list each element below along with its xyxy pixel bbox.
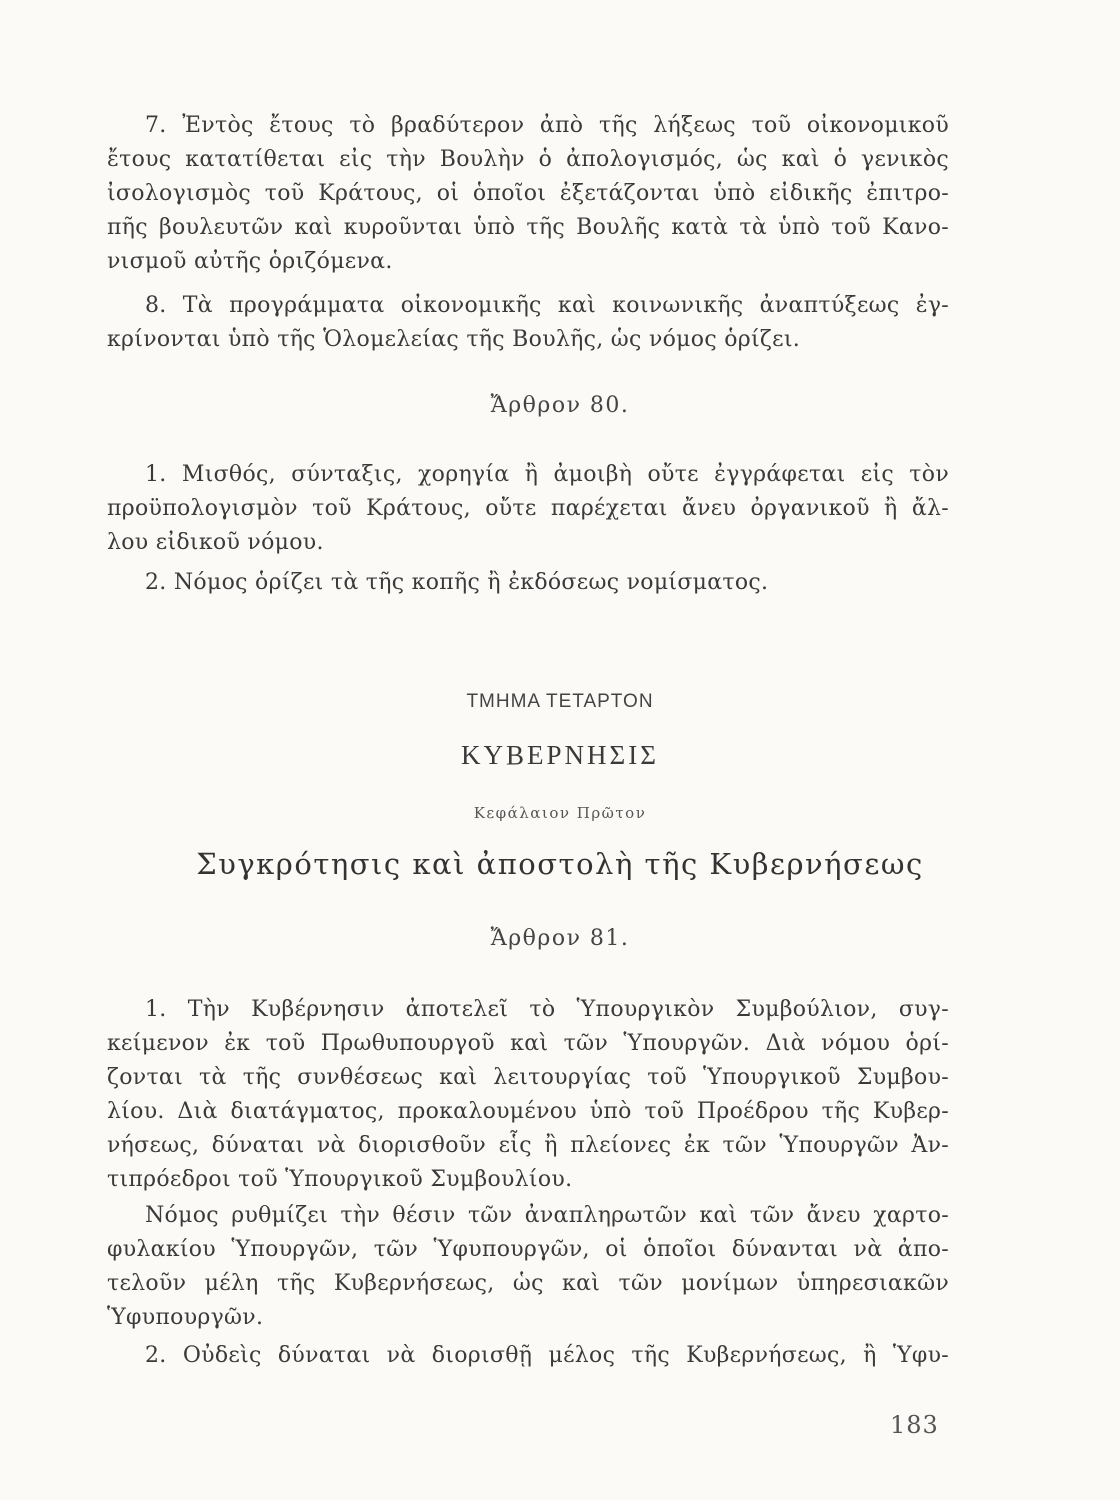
text-line: 1. Μισθός, σύνταξις, χορηγία ἢ ἀμοιβὴ οὔτε ἐγγράφεται εἰς τὸν	[145, 462, 949, 487]
text-line: πῆς βουλευτῶν καὶ κυροῦνται ὑπὸ τῆς Βουλῆς κατὰ τὰ ὑπὸ τοῦ Κανο-	[107, 215, 949, 240]
text-line: κείμενον ἐκ τοῦ Πρωθυπουργοῦ καὶ τῶν Ὑπουργῶν. Διὰ νόμου ὁρί-	[107, 1031, 949, 1056]
article-81-paragraph-1	[107, 993, 949, 1197]
article-81-paragraph-2	[107, 1339, 949, 1373]
text-line: ἰσολογισμὸς τοῦ Κράτους, οἱ ὁποῖοι ἐξετάζονται ὑπὸ εἰδικῆς ἐπιτρο-	[107, 181, 949, 206]
article-81-heading: Ἄρθρον 81.	[490, 926, 630, 951]
text-line: ζονται τὰ τῆς συνθέσεως καὶ λειτουργίας τοῦ Ὑπουργικοῦ Συμβου-	[107, 1065, 949, 1090]
text-line: 2. Οὐδεὶς δύναται νὰ διορισθῇ μέλος τῆς Κυβερνήσεως, ἢ Ὑφυ-	[145, 1343, 949, 1368]
text-line: νισμοῦ αὐτῆς ὁριζόμενα.	[107, 249, 393, 274]
text-line: λου εἰδικοῦ νόμου.	[107, 530, 324, 555]
article-80-paragraph-2	[107, 566, 949, 600]
page-number: 183	[890, 1411, 939, 1439]
text-line: 2. Νόμος ὁρίζει τὰ τῆς κοπῆς ἢ ἐκδόσεως νομίσματος.	[145, 570, 769, 595]
text-line: νήσεως, δύναται νὰ διορισθοῦν εἷς ἢ πλείονες ἐκ τῶν Ὑπουργῶν Ἀν-	[107, 1133, 949, 1158]
article-81-paragraph-1b	[107, 1199, 949, 1335]
text-line: λίου. Διὰ διατάγματος, προκαλουμένου ὑπὸ τοῦ Προέδρου τῆς Κυβερ-	[107, 1099, 949, 1124]
text-line: τελοῦν μέλη τῆς Κυβερνήσεως, ὡς καὶ τῶν μονίμων ὑπηρεσιακῶν	[107, 1271, 949, 1296]
text-line: Ὑφυπουργῶν.	[107, 1305, 264, 1330]
text-line: Νόμος ρυθμίζει τὴν θέσιν τῶν ἀναπληρωτῶν καὶ τῶν ἄνευ χαρτο-	[145, 1203, 949, 1228]
chapter-title: Συγκρότησις καὶ ἀποστολὴ τῆς Κυβερνήσεως	[196, 847, 924, 881]
chapter-label: Κεφάλαιον Πρῶτον	[473, 804, 647, 822]
paragraph-7	[107, 109, 949, 279]
text-line: 8. Τὰ προγράμματα οἰκονομικῆς καὶ κοινωνικῆς ἀναπτύξεως ἐγ-	[145, 293, 949, 318]
part-title: ΚΥΒΕΡΝΗΣΙΣ	[461, 740, 659, 770]
text-line: φυλακίου Ὑπουργῶν, τῶν Ὑφυπουργῶν, οἱ ὁποῖοι δύνανται νὰ ἀπο-	[107, 1237, 949, 1262]
text-line: κρίνονται ὑπὸ τῆς Ὁλομελείας τῆς Βουλῆς, ὡς νόμος ὁρίζει.	[107, 327, 801, 352]
text-line: προϋπολογισμὸν τοῦ Κράτους, οὔτε παρέχεται ἄνευ ὀργανικοῦ ἢ ἄλ-	[107, 496, 949, 521]
section-title: ΤΜΗΜΑ ΤΕΤΑΡΤΟΝ	[466, 691, 654, 712]
text-line: ἔτους κατατίθεται εἰς τὴν Βουλὴν ὁ ἀπολογισμός, ὡς καὶ ὁ γενικὸς	[107, 147, 949, 172]
paragraph-8	[107, 289, 949, 357]
text-line: 7. Ἐντὸς ἔτους τὸ βραδύτερον ἀπὸ τῆς λήξεως τοῦ οἰκονομικοῦ	[145, 113, 949, 138]
text-line: τιπρόεδροι τοῦ Ὑπουργικοῦ Συμβουλίου.	[107, 1167, 573, 1192]
text-line: 1. Τὴν Κυβέρνησιν ἀποτελεῖ τὸ Ὑπουργικὸν Συμβούλιον, συγ-	[145, 997, 949, 1022]
article-80-paragraph-1	[107, 458, 949, 560]
article-80-heading: Ἄρθρον 80.	[490, 393, 630, 418]
